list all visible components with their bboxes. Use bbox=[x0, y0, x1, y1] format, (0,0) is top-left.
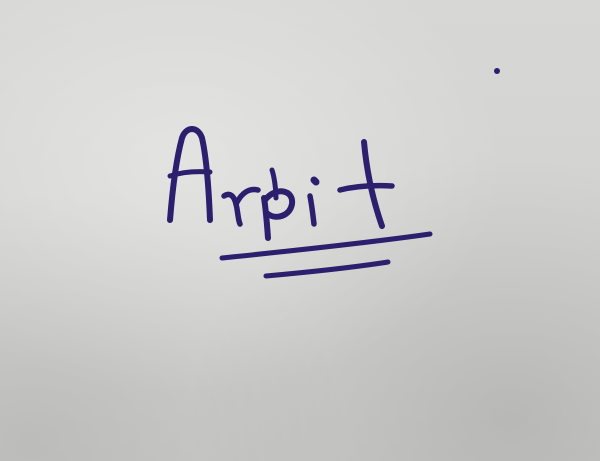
ink-dot bbox=[494, 68, 500, 74]
underline-short bbox=[266, 262, 388, 276]
letter-p-stroke bbox=[264, 170, 292, 238]
letter-t-stroke bbox=[340, 142, 392, 226]
letter-a-stroke bbox=[170, 129, 210, 220]
letter-r-stroke bbox=[224, 190, 258, 224]
letter-i-stroke bbox=[310, 180, 316, 224]
underline-long bbox=[222, 234, 430, 258]
